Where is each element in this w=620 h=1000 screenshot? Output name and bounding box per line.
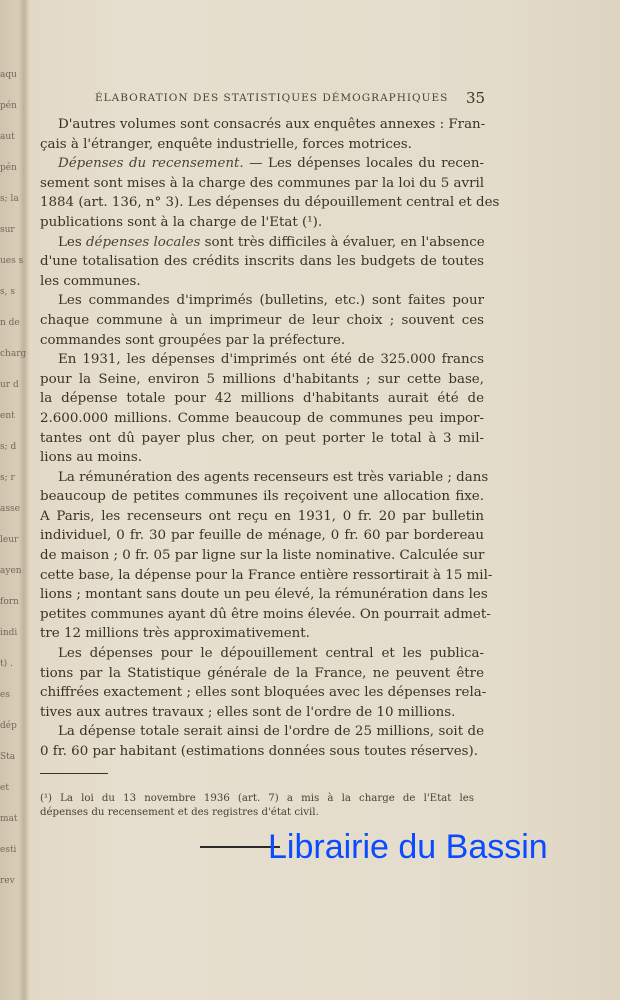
previous-page-fragment: s; la — [0, 194, 19, 204]
footnote-line: dépenses du recensement et des registres d'état civil. — [40, 807, 319, 818]
footnote-rule — [40, 773, 108, 774]
text-line: commandes sont groupées par la préfecture. — [40, 332, 346, 348]
line-text: sont très difficiles à évaluer, en l'absence — [200, 234, 485, 250]
paragraph — [40, 644, 487, 722]
text-line: 1884 (art. 136, n° 3). Les dépenses du dépouillement central et des — [40, 195, 500, 211]
paragraph — [40, 722, 484, 761]
text-line: 2.600.000 millions. Comme beaucoup de communes peu impor- — [40, 410, 484, 426]
text-line — [40, 233, 484, 253]
text-line: sement sont mises à la charge des communes par la loi du 5 avril — [40, 175, 485, 191]
previous-page-fragment: s; r — [0, 473, 15, 483]
text-line: Les dépenses pour le dépouillement central et les publica- — [58, 646, 484, 662]
text-line: tantes ont dû payer plus cher, on peut porter le total à 3 mil- — [40, 430, 484, 446]
previous-page-fragment: sur — [0, 225, 15, 235]
text-line: publications sont à la charge de l'Etat (¹). — [40, 214, 323, 230]
text-line: chaque commune à un imprimeur de leur choix ; souvent ces — [40, 312, 484, 328]
previous-page-edge — [0, 0, 27, 1000]
text-line: En 1931, les dépenses d'imprimés ont été de 325.000 francs — [58, 352, 484, 368]
italic-text: dépenses locales — [85, 234, 201, 250]
previous-page-fragment: es — [0, 690, 10, 700]
previous-page-fragment: leur — [0, 535, 19, 545]
text-line: Les commandes d'imprimés (bulletins, etc.) sont faites pour — [58, 293, 484, 309]
paragraph — [40, 154, 500, 232]
previous-page-fragment: s; d — [0, 442, 17, 452]
previous-page-fragment: dép — [0, 721, 17, 731]
text-line: pour la Seine, environ 5 millions d'habitants ; sur cette base, — [40, 371, 484, 387]
previous-page-fragment: rev — [0, 876, 15, 886]
previous-page-fragment: ent — [0, 411, 15, 421]
previous-page-fragment: ayen — [0, 566, 22, 576]
text-line: petites communes ayant dû être moins élevée. On pourrait admet- — [40, 606, 491, 622]
previous-page-fragment: ur d — [0, 380, 19, 390]
previous-page-fragment: aut — [0, 132, 15, 142]
text-line: d'une totalisation des crédits inscrits dans les budgets de toutes — [40, 254, 484, 270]
text-line: tre 12 millions très approximativement. — [40, 626, 310, 642]
previous-page-fragment: s, s — [0, 287, 15, 297]
text-line — [40, 154, 484, 174]
previous-page-fragment: esti — [0, 845, 17, 855]
previous-page-fragment: charg — [0, 349, 27, 359]
footnote — [40, 792, 474, 820]
previous-page-fragment: pén — [0, 101, 17, 111]
previous-page-fragment: Sta — [0, 752, 16, 762]
text-line: A Paris, les recenseurs ont reçu en 1931, 0 fr. 20 par bulletin — [40, 508, 484, 524]
line-text: — Les dépenses locales du recen- — [243, 156, 484, 172]
line-text: Les — [58, 234, 86, 250]
text-line: tions par la Statistique générale de la France, ne peuvent être — [40, 665, 484, 681]
text-line: de maison ; 0 fr. 05 par ligne sur la liste nominative. Calculée sur — [40, 548, 485, 564]
text-line: La dépense totale serait ainsi de l'ordre de 25 millions, soit de — [58, 724, 484, 740]
text-line: La rémunération des agents recenseurs est très variable ; dans — [58, 469, 489, 485]
text-line: 0 fr. 60 par habitant (estimations données sous toutes réserves). — [40, 744, 479, 759]
text-line: chiffrées exactement ; elles sont bloquées avec les dépenses rela- — [40, 685, 487, 701]
page-number: 35 — [466, 89, 486, 107]
paragraph — [40, 468, 493, 644]
previous-page-fragment: aqu — [0, 70, 17, 80]
text-line: individuel, 0 fr. 30 par feuille de ménage, 0 fr. 60 par bordereau — [40, 528, 484, 544]
text-line: la dépense totale pour 42 millions d'habitants aurait été de — [40, 391, 484, 407]
previous-page-fragment: et — [0, 783, 9, 793]
body-text — [40, 115, 500, 762]
italic-text: Dépenses du recensement. — [58, 156, 244, 172]
text-line: tives aux autres travaux ; elles sont de l'ordre de 10 millions. — [40, 704, 456, 720]
previous-page-fragment: mat — [0, 814, 18, 824]
paragraph — [40, 233, 484, 292]
text-line: çais à l'étranger, enquête industrielle, forces motrices. — [40, 136, 412, 152]
previous-page-fragment: pén — [0, 163, 17, 173]
text-line: lions au moins. — [40, 450, 143, 466]
text-line: beaucoup de petites communes ils reçoivent une allocation fixe. — [40, 489, 484, 505]
text-line: les communes. — [40, 273, 141, 289]
text-line: cette base, la dépense pour la France entière ressortirait à 15 mil- — [40, 567, 493, 583]
text-line: lions ; montant sans doute un peu élevé, la rémunération dans les — [40, 587, 488, 603]
previous-page-fragment: indi — [0, 628, 18, 638]
previous-page-fragment: ues s — [0, 256, 24, 266]
previous-page-fragment: forn — [0, 597, 19, 607]
paragraph — [40, 350, 484, 468]
running-title: ÉLABORATION DES STATISTIQUES DÉMOGRAPHIQUES — [95, 92, 449, 104]
previous-page-fragment: n de — [0, 318, 20, 328]
text-line: D'autres volumes sont consacrés aux enquêtes annexes : Fran- — [58, 117, 486, 132]
footnote-line: (¹) La loi du 13 novembre 1936 (art. 7) a mis à la charge de l'Etat les — [40, 793, 474, 804]
watermark-text: Librairie du Bassin — [268, 828, 548, 866]
paragraph — [40, 291, 484, 350]
paragraph — [40, 115, 484, 154]
previous-page-fragment: t) . — [0, 659, 13, 669]
previous-page-fragment: asse — [0, 504, 20, 514]
